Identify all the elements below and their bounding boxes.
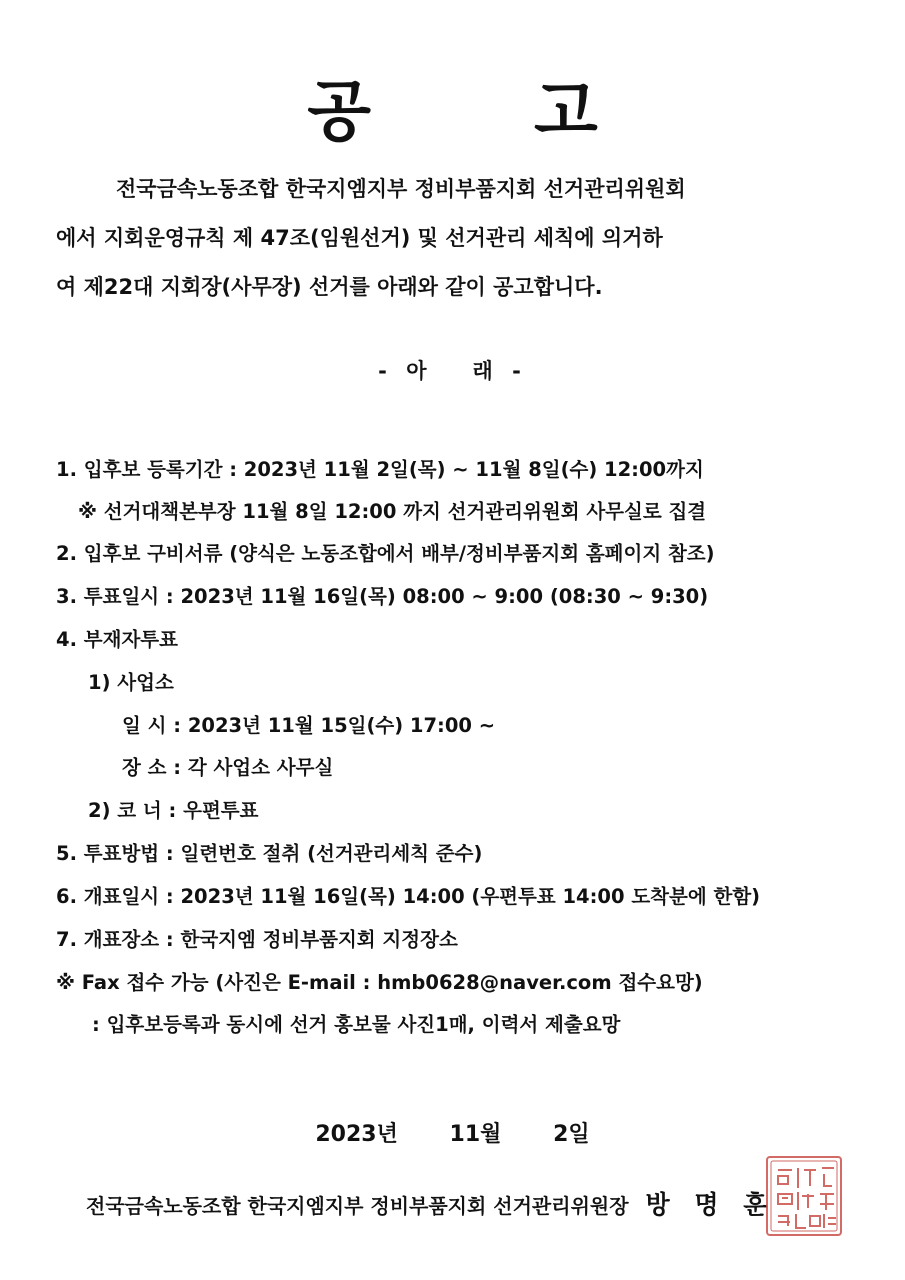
date-day: 2일 xyxy=(553,1122,590,1147)
item-4-2-corner: 2) 코 너 : 우편투표 xyxy=(88,799,259,822)
intro-line-1: 전국금속노동조합 한국지엠지부 정비부품지회 선거관리위원회 xyxy=(116,177,686,201)
below-heading-right: 래 - xyxy=(472,359,527,383)
below-heading-left: - 아 xyxy=(378,359,433,383)
item-4-1-office: 1) 사업소 xyxy=(88,671,174,694)
item-1-note: ※ 선거대책본부장 11월 8일 12:00 까지 선거관리위원회 사무실로 집결 xyxy=(78,500,707,523)
item-4-1-time: 일 시 : 2023년 11월 15일(수) 17:00 ~ xyxy=(122,714,496,737)
fax-note-2: : 입후보등록과 동시에 선거 홍보물 사진1매, 이력서 제출요망 xyxy=(92,1013,621,1036)
item-4-absentee-vote: 4. 부재자투표 xyxy=(56,628,178,651)
date-year: 2023년 xyxy=(315,1122,398,1147)
item-6-counting-time: 6. 개표일시 : 2023년 11월 16일(목) 14:00 (우편투표 14:00 도착분에 한함) xyxy=(56,885,761,908)
item-5-voting-method: 5. 투표방법 : 일련번호 절취 (선거관리세칙 준수) xyxy=(56,842,483,865)
intro-paragraph xyxy=(56,165,856,312)
notice-date xyxy=(0,1117,905,1148)
item-2-documents: 2. 입후보 구비서류 (양식은 노동조합에서 배부/정비부품지회 홈페이지 참조) xyxy=(56,542,715,565)
item-4-1-place: 장 소 : 각 사업소 사무실 xyxy=(122,756,334,779)
intro-line-2: 에서 지회운영규칙 제 47조(임원선거) 및 선거관리 세칙에 의거하 xyxy=(56,226,663,250)
item-3-voting-time: 3. 투표일시 : 2023년 11월 16일(목) 08:00 ~ 9:00 (08:30 ~ 9:30) xyxy=(56,585,709,608)
below-heading xyxy=(0,355,905,385)
date-month: 11월 xyxy=(449,1122,502,1147)
signature-org: 전국금속노동조합 한국지엠지부 정비부품지회 선거관리위원장 xyxy=(86,1194,629,1218)
signature-name: 방 명 훈 xyxy=(645,1190,776,1219)
intro-line-3: 여 제22대 지회장(사무장) 선거를 아래와 같이 공고합니다. xyxy=(56,275,603,299)
item-7-counting-place: 7. 개표장소 : 한국지엠 정비부품지회 지정장소 xyxy=(56,928,458,951)
item-1-registration-period: 1. 입후보 등록기간 : 2023년 11월 2일(목) ~ 11월 8일(수) 12:00까지 xyxy=(56,458,704,481)
signature-line xyxy=(86,1185,775,1221)
fax-note: ※ Fax 접수 가능 (사진은 E-mail : hmb0628@naver.com 접수요망) xyxy=(56,971,703,994)
notice-title: 공 고 xyxy=(307,72,668,150)
official-seal-icon xyxy=(764,1154,844,1238)
